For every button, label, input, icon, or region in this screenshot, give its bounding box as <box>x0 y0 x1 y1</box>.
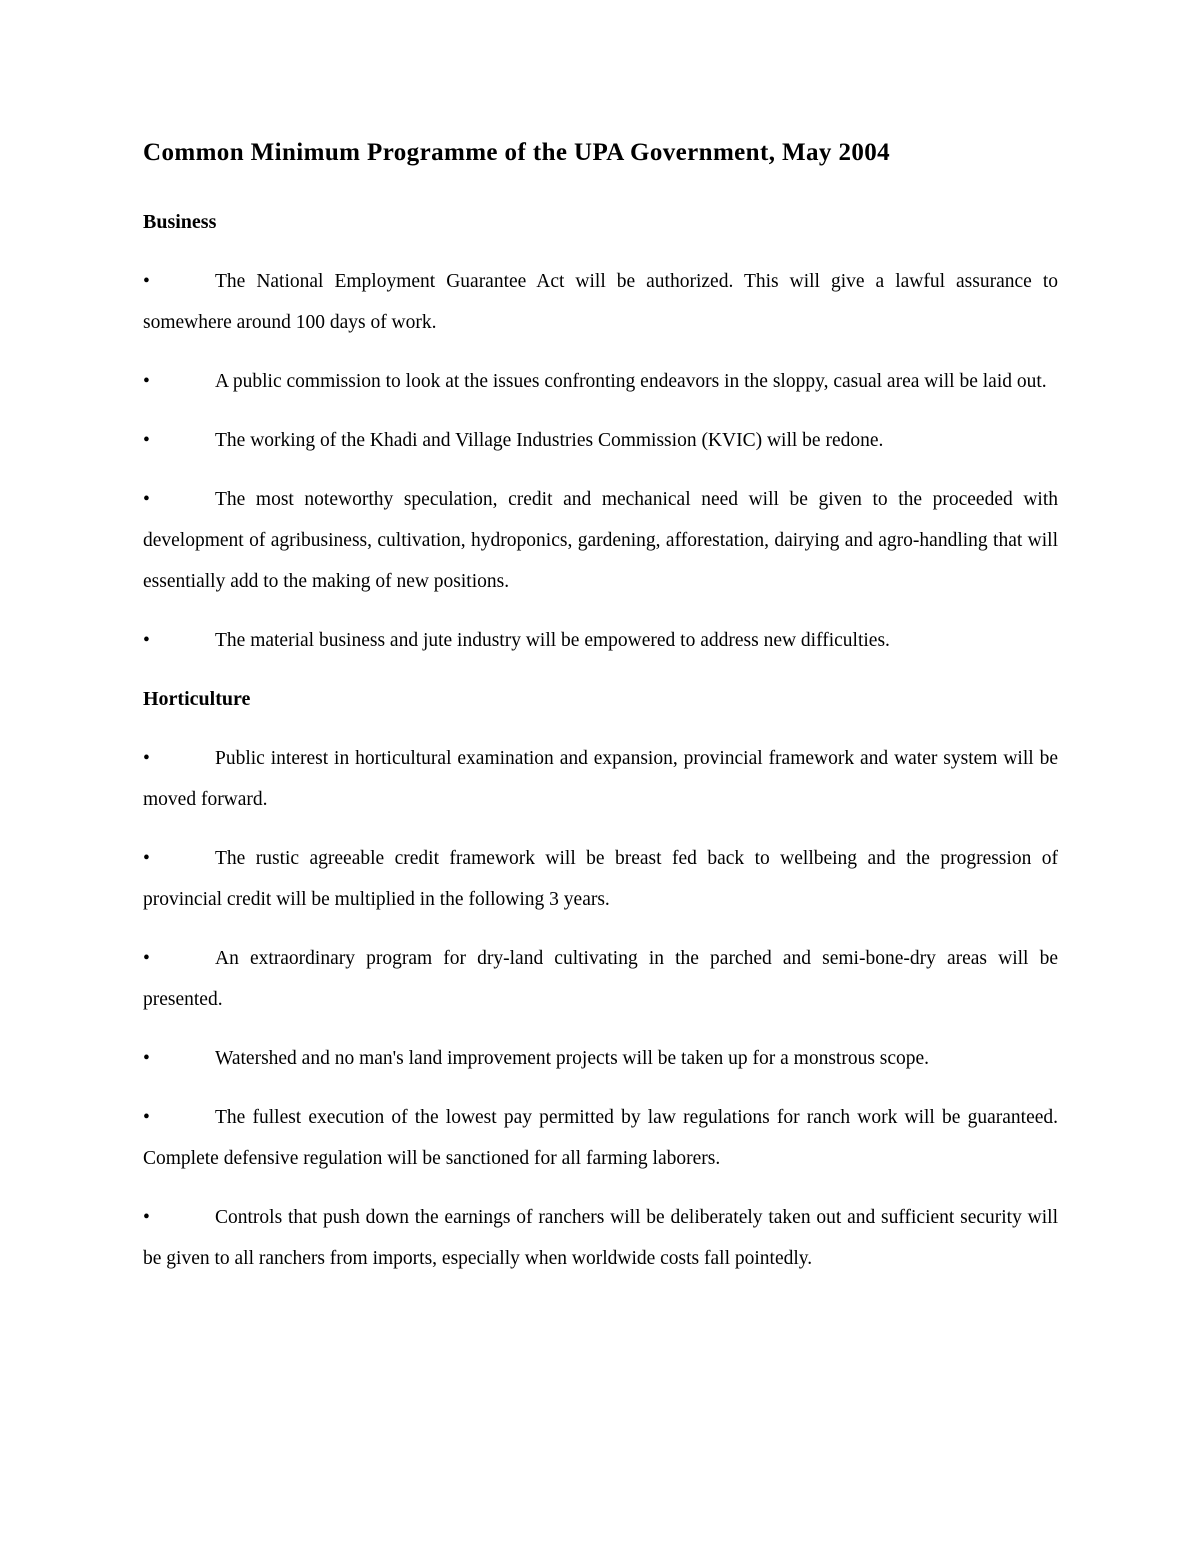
bullet-item <box>143 738 1058 820</box>
bullet-text: The fullest execution of the lowest pay permitted by law regulations for ranch work will be guaranteed. Complete defensive regulation will be sanctioned for all farming laborers. <box>143 1107 1058 1169</box>
bullet-item <box>143 420 1058 461</box>
bullet-text: Controls that push down the earnings of ranchers will be deliberately taken out and sufficient security will be given to all ranchers from imports, especially when worldwide costs fall pointedly. <box>143 1207 1058 1269</box>
bullet-text: Watershed and no man's land improvement projects will be taken up for a monstrous scope. <box>215 1048 930 1069</box>
bullet-marker: • <box>143 630 150 651</box>
bullet-text: The National Employment Guarantee Act will be authorized. This will give a lawful assurance to somewhere around 100 days of work. <box>143 271 1058 333</box>
bullet-marker: • <box>143 371 150 392</box>
bullet-item <box>143 479 1058 602</box>
bullet-marker: • <box>143 748 150 769</box>
bullet-item <box>143 1197 1058 1279</box>
bullet-marker: • <box>143 489 150 510</box>
bullet-item <box>143 1097 1058 1179</box>
bullet-marker: • <box>143 271 150 292</box>
bullet-text: An extraordinary program for dry-land cultivating in the parched and semi-bone-dry areas will be presented. <box>143 948 1058 1010</box>
document-title: Common Minimum Programme of the UPA Government, May 2004 <box>143 139 891 166</box>
bullet-text: Public interest in horticultural examination and expansion, provincial framework and water system will be moved forward. <box>143 748 1058 810</box>
bullet-item <box>143 361 1058 402</box>
bullet-text: The working of the Khadi and Village Industries Commission (KVIC) will be redone. <box>215 430 884 451</box>
bullet-item <box>143 938 1058 1020</box>
bullet-marker: • <box>143 948 150 969</box>
bullet-marker: • <box>143 848 150 869</box>
section-business <box>143 202 1058 661</box>
bullet-text: The rustic agreeable credit framework will be breast fed back to wellbeing and the progression of provincial credit will be multiplied in the following 3 years. <box>143 848 1058 910</box>
section-heading-business: Business <box>143 211 217 233</box>
section-heading-horticulture: Horticulture <box>143 688 251 710</box>
bullet-marker: • <box>143 1207 150 1228</box>
bullet-marker: • <box>143 430 150 451</box>
bullet-text: The material business and jute industry will be empowered to address new difficulties. <box>215 630 890 651</box>
bullet-text: The most noteworthy speculation, credit and mechanical need will be given to the proceeded with development of agribusiness, cultivation, hydroponics, gardening, afforestation, dairying and agro-handling that will essentially add to the making of new positions. <box>143 489 1058 592</box>
bullet-item <box>143 620 1058 661</box>
bullet-text: A public commission to look at the issues confronting endeavors in the sloppy, casual area will be laid out. <box>215 371 1047 392</box>
bullet-item <box>143 1038 1058 1079</box>
bullet-marker: • <box>143 1107 150 1128</box>
section-horticulture <box>143 679 1058 1279</box>
bullet-item <box>143 261 1058 343</box>
bullet-item <box>143 838 1058 920</box>
bullet-marker: • <box>143 1048 150 1069</box>
